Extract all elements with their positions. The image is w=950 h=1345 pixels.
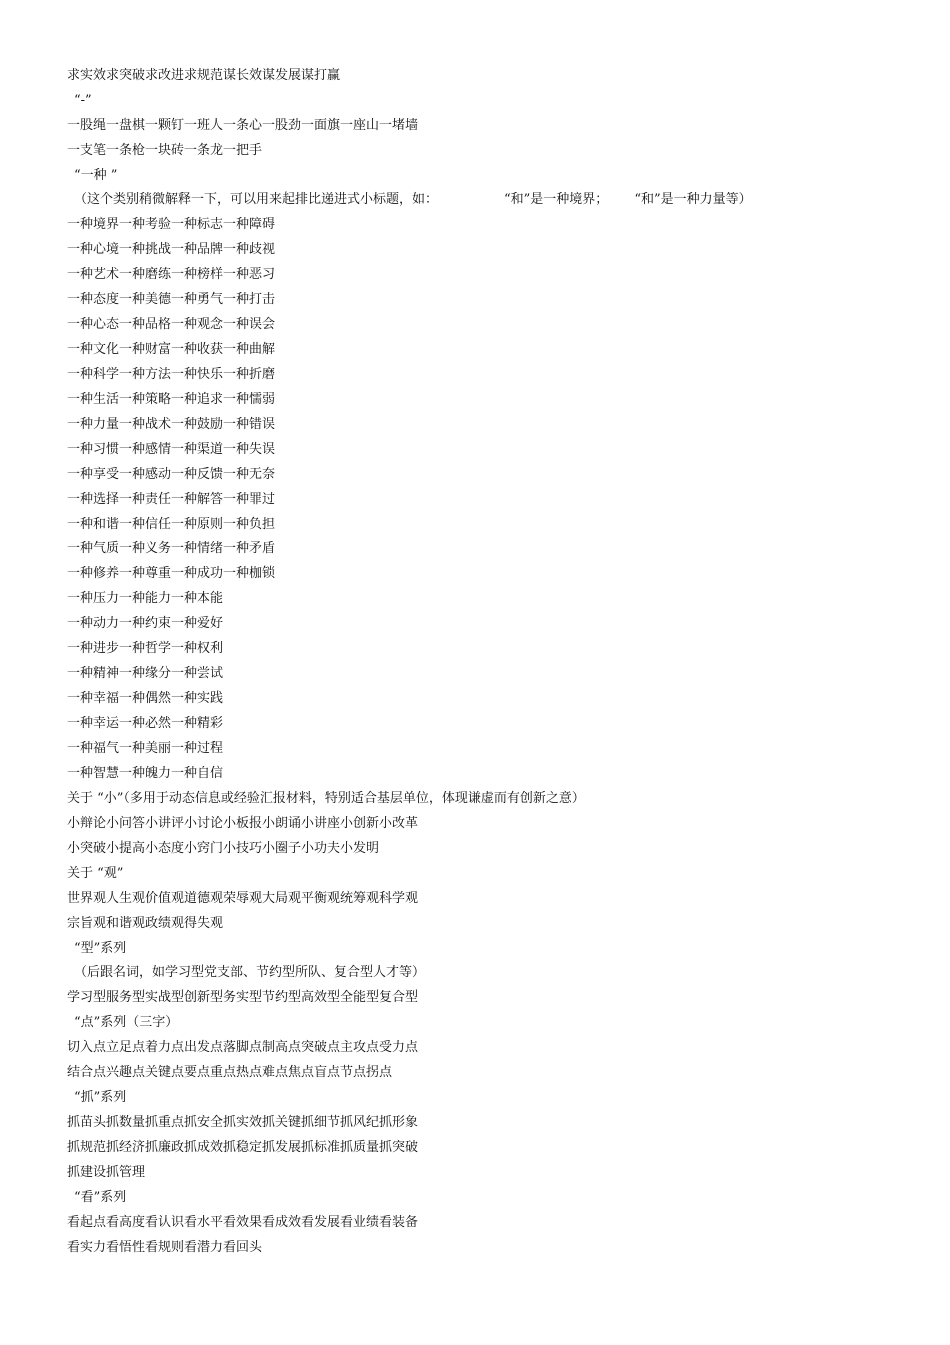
note-example-1: “和”是一种境界； <box>504 192 609 207</box>
text-line: 结合点兴趣点关键点要点重点热点难点焦点盲点节点拐点 <box>67 1065 393 1080</box>
note-line: （后跟名词，如学习型党支部、节约型所队、复合型人才等） <box>74 965 426 980</box>
text-line: 小突破小提高小态度小窍门小技巧小圈子小功夫小发明 <box>67 841 380 856</box>
text-line: 切入点立足点着力点出发点落脚点制高点突破点主攻点受力点 <box>67 1040 419 1055</box>
text-line: 世界观人生观价值观道德观荣辱观大局观平衡观统筹观科学观 <box>67 891 419 906</box>
text-line: 小辩论小问答小讲评小讨论小板报小朗诵小讲座小创新小改革 <box>67 816 419 831</box>
section-heading: 关于 “观” <box>67 866 124 881</box>
text-line: 抓建设抓管理 <box>67 1165 146 1180</box>
section-heading: “点”系列（三字） <box>74 1015 179 1030</box>
text-line: 一种和谐一种信任一种原则一种负担 <box>67 517 276 532</box>
note-line <box>74 191 752 209</box>
text-line: 一股绳一盘棋一颗钉一班人一条心一股劲一面旗一座山一堵墙 <box>67 118 419 133</box>
text-line: 一种科学一种方法一种快乐一种折磨 <box>67 367 276 382</box>
text-line: 一种幸运一种必然一种精彩 <box>67 716 224 731</box>
text-line: 一种动力一种约束一种爱好 <box>67 616 224 631</box>
text-line: 一种享受一种感动一种反馈一种无奈 <box>67 467 276 482</box>
text-line: 一种压力一种能力一种本能 <box>67 591 224 606</box>
text-line: 学习型服务型实战型创新型务实型节约型高效型全能型复合型 <box>67 990 419 1005</box>
text-line: 一种福气一种美丽一种过程 <box>67 741 224 756</box>
section-heading: “型”系列 <box>74 941 127 956</box>
text-line: 一种习惯一种感情一种渠道一种失误 <box>67 442 276 457</box>
text-line: 抓苗头抓数量抓重点抓安全抓实效抓关键抓细节抓风纪抓形象 <box>67 1115 419 1130</box>
text-line: 一种精神一种缘分一种尝试 <box>67 666 224 681</box>
text-line: 一种幸福一种偶然一种实践 <box>67 691 224 706</box>
text-line: 一种文化一种财富一种收获一种曲解 <box>67 342 276 357</box>
section-heading: 关于 “小”（多用于动态信息或经验汇报材料，特别适合基层单位，体现谦虚而有创新之意） <box>67 791 585 806</box>
note-example-2: “和”是一种力量等） <box>634 192 752 207</box>
section-heading: “看”系列 <box>74 1190 127 1205</box>
text-line: 一支笔一条枪一块砖一条龙一把手 <box>67 143 263 158</box>
section-heading: “一种 ” <box>74 168 118 183</box>
text-line: 一种力量一种战术一种鼓励一种错误 <box>67 417 276 432</box>
text-line: 一种选择一种责任一种解答一种罪过 <box>67 492 276 507</box>
text-line: 一种艺术一种磨练一种榜样一种恶习 <box>67 267 276 282</box>
text-line: 看起点看高度看认识看水平看效果看成效看发展看业绩看装备 <box>67 1215 419 1230</box>
note-text: （这个类别稍微解释一下，可以用来起排比递进式小标题，如： <box>74 192 439 207</box>
text-line: 一种智慧一种魄力一种自信 <box>67 766 224 781</box>
text-line: 一种进步一种哲学一种权利 <box>67 641 224 656</box>
text-line: 一种境界一种考验一种标志一种障碍 <box>67 217 276 232</box>
text-line: 看实力看悟性看规则看潜力看回头 <box>67 1240 263 1255</box>
text-line: 一种态度一种美德一种勇气一种打击 <box>67 292 276 307</box>
text-line: 求实效求突破求改进求规范谋长效谋发展谋打赢 <box>67 68 341 83</box>
section-heading: “-” <box>74 93 92 108</box>
text-line: 一种生活一种策略一种追求一种懦弱 <box>67 392 276 407</box>
text-line: 一种修养一种尊重一种成功一种枷锁 <box>67 566 276 581</box>
text-line: 一种气质一种义务一种情绪一种矛盾 <box>67 541 276 556</box>
text-line: 宗旨观和谐观政绩观得失观 <box>67 916 224 931</box>
text-line: 抓规范抓经济抓廉政抓成效抓稳定抓发展抓标准抓质量抓突破 <box>67 1140 419 1155</box>
section-heading: “抓”系列 <box>74 1090 127 1105</box>
text-line: 一种心态一种品格一种观念一种误会 <box>67 317 276 332</box>
text-line: 一种心境一种挑战一种品牌一种歧视 <box>67 242 276 257</box>
